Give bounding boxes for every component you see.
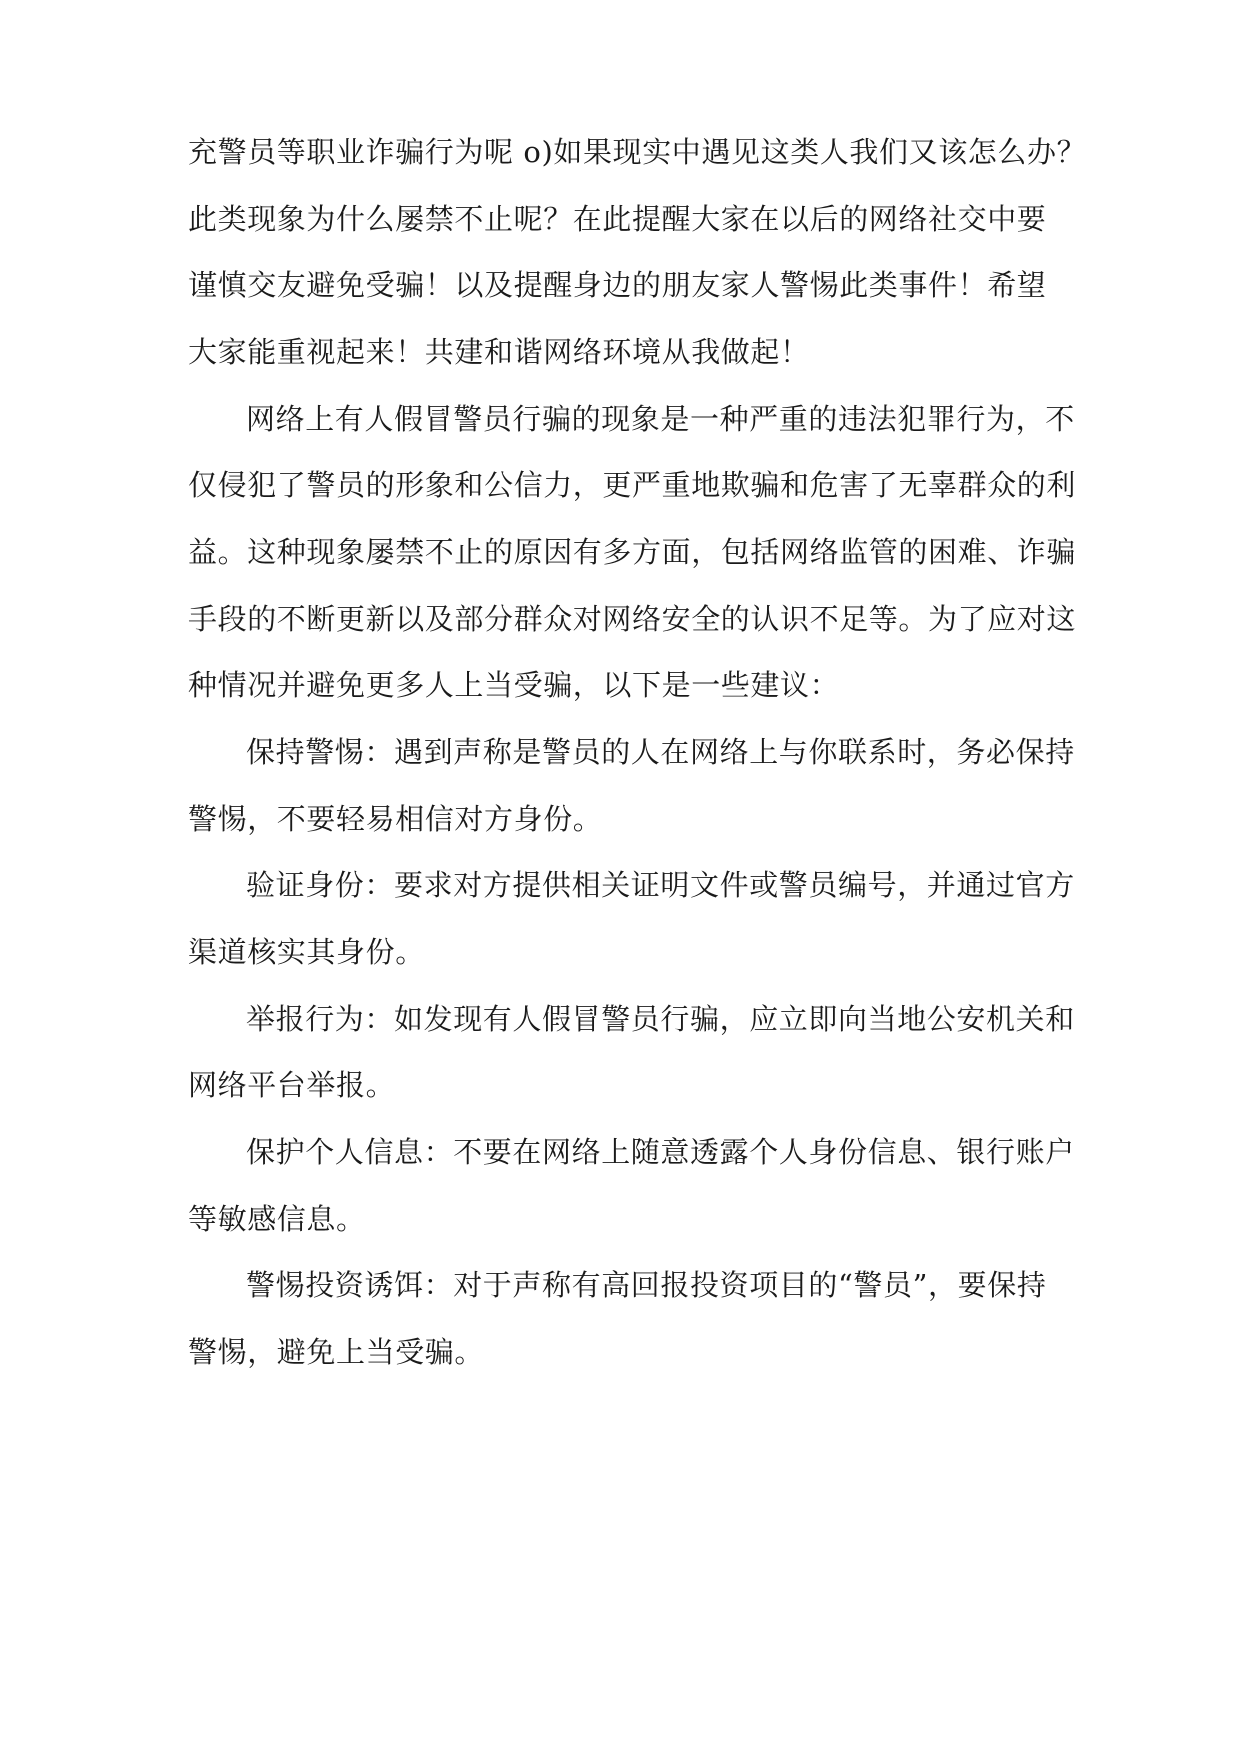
- text-line: 仅侵犯了警员的形象和公信力，更严重地欺骗和危害了无辜群众的利: [188, 468, 1077, 502]
- paragraph-first-line: 验证身份：要求对方提供相关证明文件或警员编号，并通过官方: [246, 868, 1075, 902]
- text-line: 充警员等职业诈骗行为呢 o)如果现实中遇见这类人我们又该怎么办？: [188, 135, 1087, 169]
- text-line: 种情况并避免更多人上当受骗，以下是一些建议：: [188, 668, 840, 702]
- text-line: 网络平台举报。: [188, 1068, 396, 1102]
- paragraph-first-line: 警惕投资诱饵：对于声称有高回报投资项目的“警员”，要保持: [246, 1268, 1047, 1302]
- text-line: 谨慎交友避免受骗！以及提醒身边的朋友家人警惕此类事件！希望: [188, 268, 1047, 302]
- text-line: 手段的不断更新以及部分群众对网络安全的认识不足等。为了应对这: [188, 602, 1077, 636]
- text-line: 警惕，避免上当受骗。: [188, 1335, 485, 1369]
- paragraph-first-line: 保护个人信息：不要在网络上随意透露个人身份信息、银行账户: [246, 1135, 1075, 1169]
- paragraph-first-line: 举报行为：如发现有人假冒警员行骗，应立即向当地公安机关和: [246, 1002, 1075, 1036]
- text-line: 警惕，不要轻易相信对方身份。: [188, 802, 603, 836]
- paragraph-first-line: 网络上有人假冒警员行骗的现象是一种严重的违法犯罪行为，不: [246, 402, 1075, 436]
- text-line: 此类现象为什么屡禁不止呢？在此提醒大家在以后的网络社交中要: [188, 202, 1047, 236]
- paragraph-first-line: 保持警惕：遇到声称是警员的人在网络上与你联系时，务必保持: [246, 735, 1075, 769]
- text-line: 等敏感信息。: [188, 1202, 366, 1236]
- text-line: 大家能重视起来！共建和谐网络环境从我做起！: [188, 335, 810, 369]
- text-line: 渠道核实其身份。: [188, 935, 425, 969]
- text-line: 益。这种现象屡禁不止的原因有多方面，包括网络监管的困难、诈骗: [188, 535, 1077, 569]
